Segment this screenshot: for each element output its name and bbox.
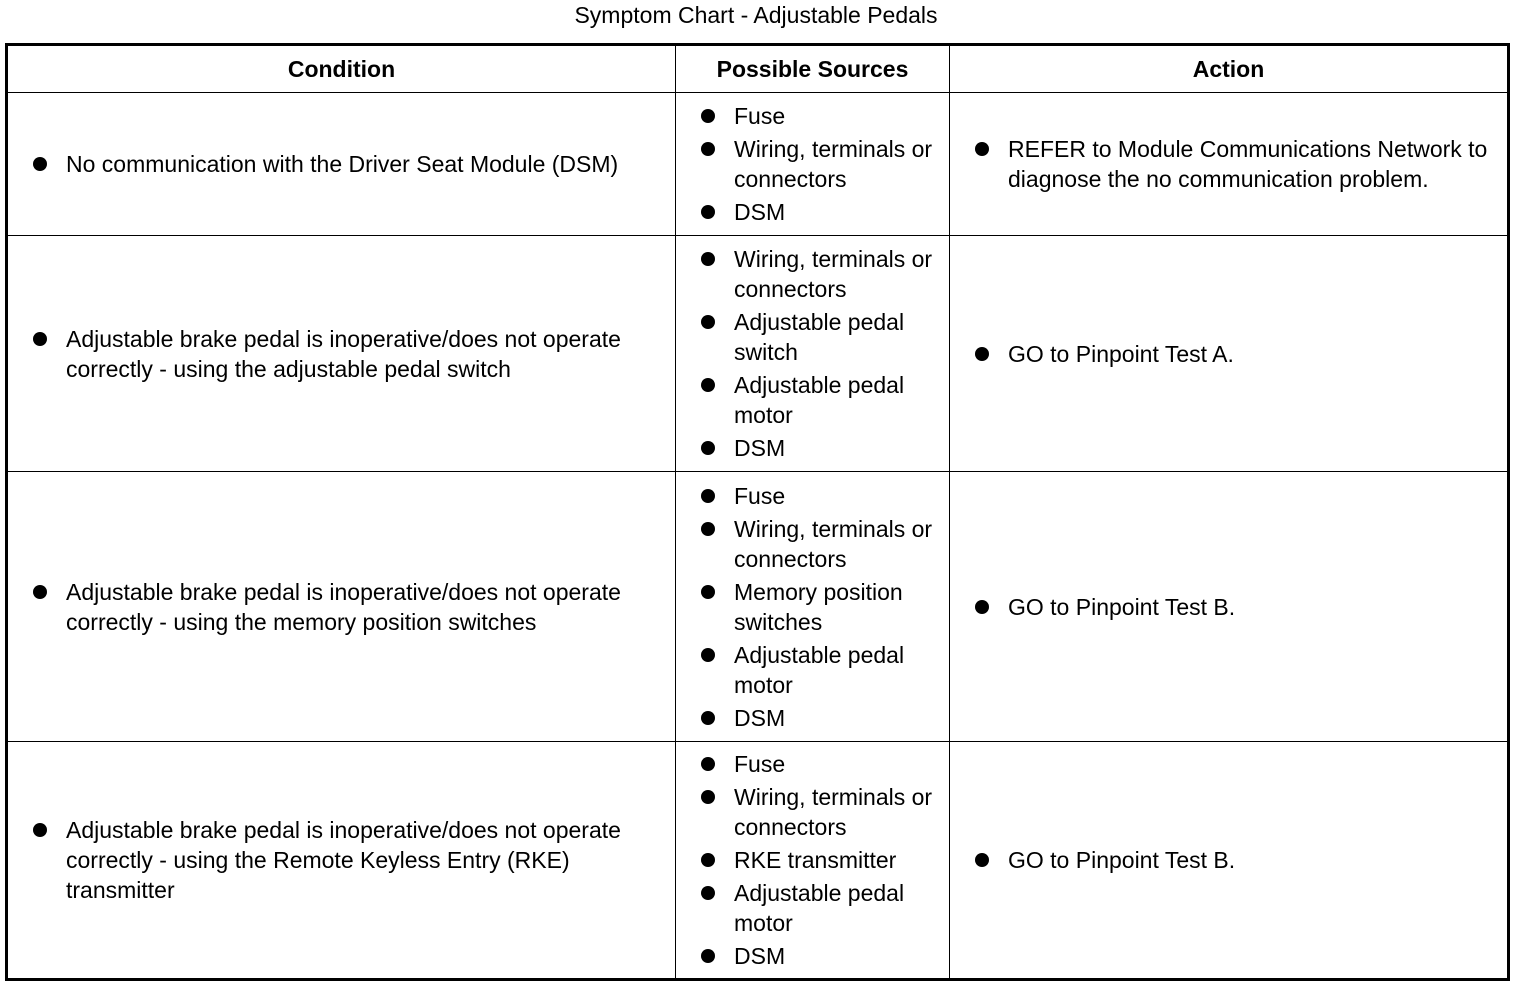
action-item: GO to Pinpoint Test B. — [950, 592, 1501, 622]
action-cell — [950, 93, 1509, 236]
action-item: REFER to Module Communications Network to diagnose the no communication problem. — [950, 134, 1501, 194]
table-row — [7, 93, 1509, 236]
table-row — [7, 741, 1509, 979]
condition-item: No communication with the Driver Seat Module (DSM) — [8, 149, 669, 179]
source-item: Wiring, terminals or connectors — [676, 782, 943, 842]
action-item: GO to Pinpoint Test B. — [950, 845, 1501, 875]
table-row — [7, 472, 1509, 741]
action-cell — [950, 472, 1509, 741]
action-header: Action — [950, 45, 1509, 93]
source-item: Wiring, terminals or connectors — [676, 134, 943, 194]
source-item: Adjustable pedal motor — [676, 640, 943, 700]
condition-cell — [7, 472, 676, 741]
condition-item: Adjustable brake pedal is inoperative/does not operate correctly - using the memory position switches — [8, 577, 669, 637]
source-item: Fuse — [676, 481, 943, 511]
source-item: Fuse — [676, 749, 943, 779]
possible-sources-cell — [676, 472, 950, 741]
action-item: GO to Pinpoint Test A. — [950, 339, 1501, 369]
condition-header: Condition — [7, 45, 676, 93]
condition-item: Adjustable brake pedal is inoperative/does not operate correctly - using the adjustable pedal switch — [8, 324, 669, 384]
source-item: DSM — [676, 197, 943, 227]
header-row — [7, 45, 1509, 93]
source-item: Adjustable pedal motor — [676, 878, 943, 938]
source-item: Memory position switches — [676, 577, 943, 637]
symptom-chart-table — [5, 43, 1510, 981]
table-row — [7, 236, 1509, 472]
condition-cell — [7, 741, 676, 979]
condition-cell — [7, 236, 676, 472]
source-item: Fuse — [676, 101, 943, 131]
action-cell — [950, 236, 1509, 472]
condition-cell — [7, 93, 676, 236]
source-item: DSM — [676, 433, 943, 463]
source-item: DSM — [676, 941, 943, 971]
possible-sources-header: Possible Sources — [676, 45, 950, 93]
source-item: DSM — [676, 703, 943, 733]
source-item: Adjustable pedal motor — [676, 370, 943, 430]
page-title: Symptom Chart - Adjustable Pedals — [574, 2, 938, 28]
possible-sources-cell — [676, 236, 950, 472]
source-item: Wiring, terminals or connectors — [676, 514, 943, 574]
condition-item: Adjustable brake pedal is inoperative/does not operate correctly - using the Remote Keyless Entry (RKE) transmitter — [8, 815, 669, 905]
action-cell — [950, 741, 1509, 979]
source-item: Adjustable pedal switch — [676, 307, 943, 367]
source-item: RKE transmitter — [676, 845, 943, 875]
possible-sources-cell — [676, 93, 950, 236]
source-item: Wiring, terminals or connectors — [676, 244, 943, 304]
possible-sources-cell — [676, 741, 950, 979]
